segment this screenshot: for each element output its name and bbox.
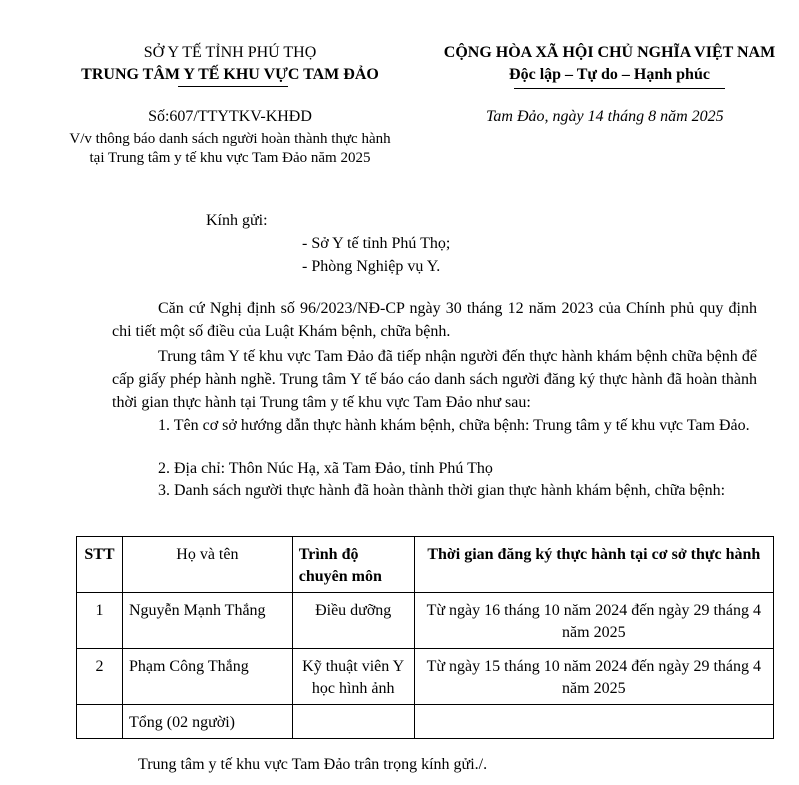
table-row	[77, 649, 774, 705]
body-paragraph-legal-basis: Căn cứ Nghị định số 96/2023/NĐ-CP ngày 30 tháng 12 năm 2023 của Chính phủ quy định chi tiết một số điều của Luật Khám bệnh, chữa bệnh.	[112, 300, 757, 340]
body-item-2: 2. Địa chỉ: Thôn Núc Hạ, xã Tam Đảo, tỉnh Phú Thọ	[158, 460, 493, 477]
body-paragraph-intro: Trung tâm Y tế khu vực Tam Đảo đã tiếp nhận người đến thực hành khám bệnh chữa bệnh để cấp giấy phép hành nghề. Trung tâm Y tế báo cáo danh sách người đăng ký thực hành đã hoàn thành thời gian thực hành tại Trung tâm y tế khu vực Tam Đảo như sau:	[112, 348, 757, 411]
row-name: Nguyễn Mạnh Thắng	[122, 593, 292, 649]
closing-sentence: Trung tâm y tế khu vực Tam Đảo trân trọng kính gửi./.	[138, 756, 488, 773]
row-stt: 2	[77, 649, 123, 705]
header-period: Thời gian đăng ký thực hành tại cơ sở thực hành	[414, 537, 773, 593]
country-name: CỘNG HÒA XÃ HỘI CHỦ NGHĨA VIỆT NAM	[443, 44, 776, 61]
recipient-item: - Sở Y tế tỉnh Phú Thọ;	[302, 235, 451, 252]
header-stt: STT	[77, 537, 123, 593]
trainee-table	[76, 536, 774, 739]
row-period: Từ ngày 16 tháng 10 năm 2024 đến ngày 29 tháng 4 năm 2025	[414, 593, 773, 649]
table-row	[77, 593, 774, 649]
agency-name: TRUNG TÂM Y TẾ KHU VỰC TAM ĐẢO	[81, 66, 379, 83]
subject-line-2: tại Trung tâm y tế khu vực Tam Đảo năm 2025	[89, 150, 371, 166]
header-name: Họ và tên	[122, 537, 292, 593]
subject-line-1: V/v thông báo danh sách người hoàn thành thực hành	[69, 131, 391, 147]
agency-underline	[178, 86, 288, 87]
table-header-row	[77, 537, 774, 593]
table-total-row	[77, 705, 774, 739]
document-number: Số:607/TTYTKV-KHĐD	[148, 108, 312, 125]
row-stt: 1	[77, 593, 123, 649]
header-qualification: Trình độ chuyên môn	[292, 537, 414, 593]
motto-underline	[514, 88, 725, 89]
total-stt-empty	[77, 705, 123, 739]
body-item-3: 3. Danh sách người thực hành đã hoàn thành thời gian thực hành khám bệnh, chữa bệnh:	[158, 482, 726, 499]
body-item-1: 1. Tên cơ sở hướng dẫn thực hành khám bệnh, chữa bệnh: Trung tâm y tế khu vực Tam Đảo.	[158, 417, 750, 434]
total-empty	[292, 705, 414, 739]
recipient-item: - Phòng Nghiệp vụ Y.	[302, 258, 441, 275]
total-label: Tổng (02 người)	[122, 705, 292, 739]
row-qualification: Điều dưỡng	[292, 593, 414, 649]
row-name: Phạm Công Thắng	[122, 649, 292, 705]
greeting: Kính gửi:	[206, 212, 268, 229]
agency-parent: SỞ Y TẾ TỈNH PHÚ THỌ	[143, 44, 317, 61]
place-date: Tam Đảo, ngày 14 tháng 8 năm 2025	[486, 108, 724, 125]
row-qualification: Kỹ thuật viên Y học hình ảnh	[292, 649, 414, 705]
motto: Độc lập – Tự do – Hạnh phúc	[509, 66, 710, 83]
total-empty	[414, 705, 773, 739]
row-period: Từ ngày 15 tháng 10 năm 2024 đến ngày 29 tháng 4 năm 2025	[414, 649, 773, 705]
